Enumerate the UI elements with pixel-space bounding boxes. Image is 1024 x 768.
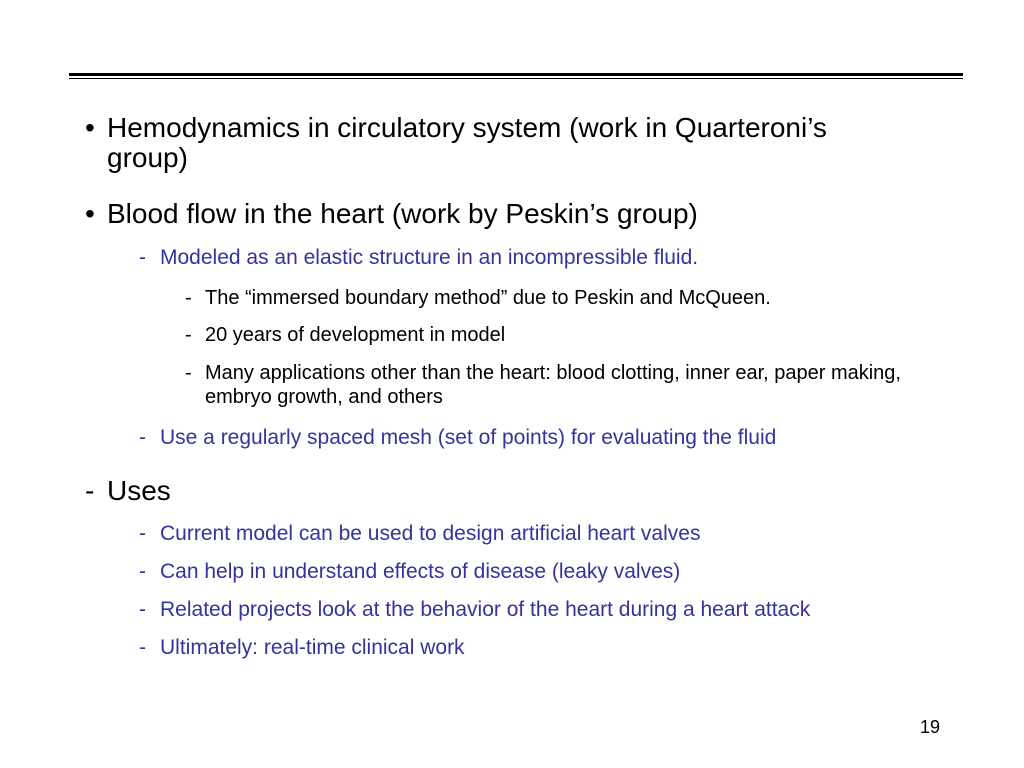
bullet-text: Hemodynamics in circulatory system (work in Quarteroni’s group) <box>107 112 827 173</box>
page-number: 19 <box>919 717 940 737</box>
sub-bullet-text: Ultimately: real-time clinical work <box>160 636 465 659</box>
sub-bullet-heart-valves <box>139 522 979 546</box>
sub-bullet-marker: - <box>139 426 146 449</box>
bullet-marker: • <box>85 112 95 143</box>
sub-bullet-elastic-structure <box>139 246 959 270</box>
sub-sub-bullet-marker: - <box>185 324 192 346</box>
bullet-uses <box>85 476 485 506</box>
sub-sub-bullet-marker: - <box>185 362 192 384</box>
bullet-marker: - <box>85 475 95 506</box>
header-rule-thick <box>69 73 963 76</box>
sub-bullet-clinical-work <box>139 636 979 660</box>
bullet-text: Uses <box>107 475 171 506</box>
sub-bullet-regular-mesh <box>139 426 979 450</box>
sub-bullet-marker: - <box>139 636 146 659</box>
bullet-blood-flow <box>85 199 925 229</box>
sub-sub-bullet-text: The “immersed boundary method” due to Peskin and McQueen. <box>205 287 771 309</box>
sub-bullet-text: Can help in understand effects of disease (leaky valves) <box>160 560 681 583</box>
sub-bullet-marker: - <box>139 522 146 545</box>
bullet-hemodynamics <box>85 113 845 173</box>
sub-sub-bullet-applications <box>185 361 945 409</box>
sub-sub-bullet-text: Many applications other than the heart: blood clotting, inner ear, paper making, embryo growth, and others <box>205 362 901 408</box>
sub-bullet-text: Modeled as an elastic structure in an incompressible fluid. <box>160 246 699 269</box>
sub-bullet-marker: - <box>139 598 146 621</box>
sub-sub-bullet-immersed-boundary <box>185 286 985 310</box>
sub-bullet-heart-attack <box>139 598 999 622</box>
sub-bullet-text: Current model can be used to design artificial heart valves <box>160 522 701 545</box>
header-rule-thin <box>69 78 963 79</box>
sub-bullet-marker: - <box>139 246 146 269</box>
sub-sub-bullet-text: 20 years of development in model <box>205 324 506 346</box>
sub-bullet-text: Related projects look at the behavior of the heart during a heart attack <box>160 598 811 621</box>
sub-bullet-text: Use a regularly spaced mesh (set of points) for evaluating the fluid <box>160 426 777 449</box>
sub-sub-bullet-development <box>185 323 985 347</box>
sub-sub-bullet-marker: - <box>185 287 192 309</box>
bullet-text: Blood flow in the heart (work by Peskin’s group) <box>107 198 698 229</box>
sub-bullet-marker: - <box>139 560 146 583</box>
bullet-marker: • <box>85 198 95 229</box>
sub-bullet-disease <box>139 560 979 584</box>
